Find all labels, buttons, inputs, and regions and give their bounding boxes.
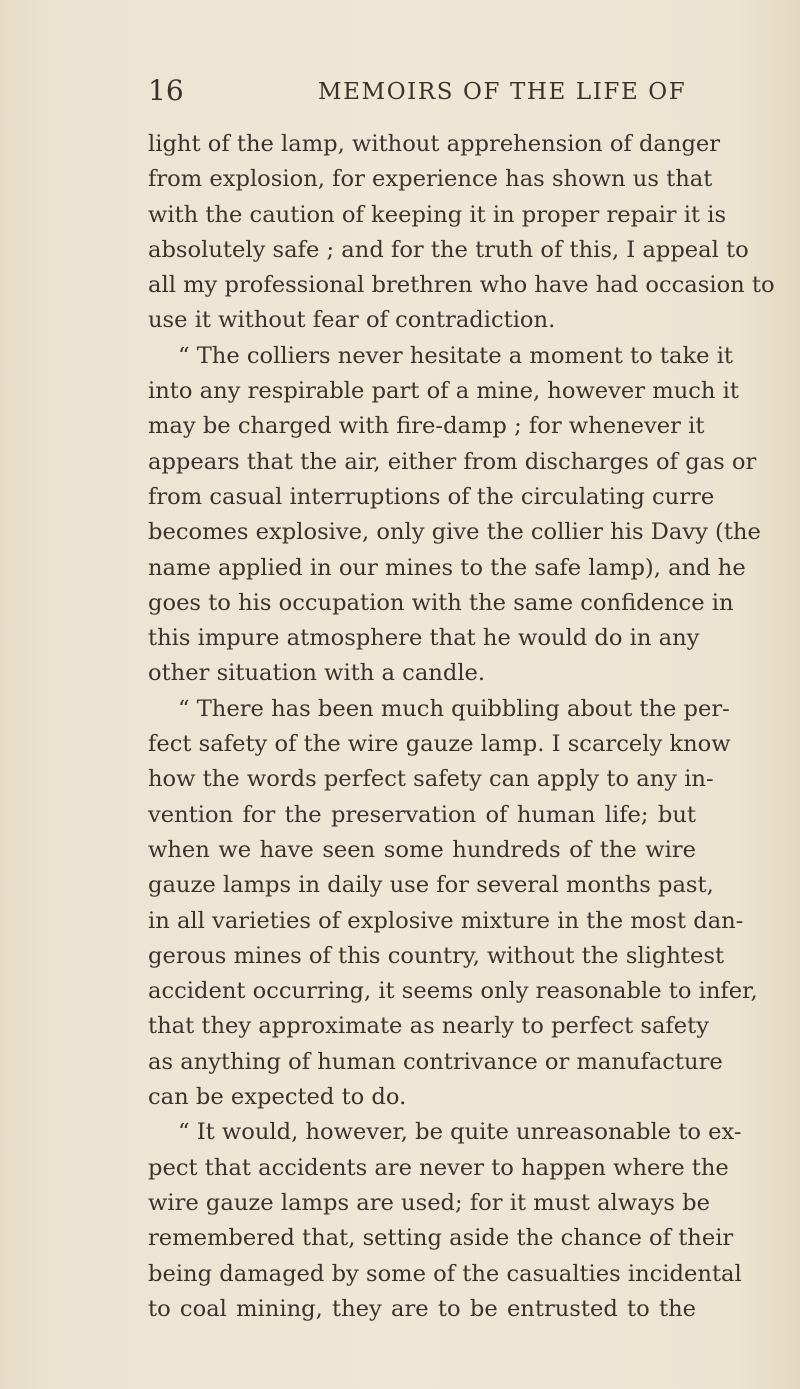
text-line: may be charged with fire-damp ; for whenever it [148,413,705,440]
paragraph [148,692,758,1116]
text-line: becomes explosive, only give the collier his Davy (the [148,519,761,546]
text-line: other situation with a candle. [148,660,486,687]
text-line: being damaged by some of the casualties incidental [148,1260,742,1287]
text-line: “ The colliers never hesitate a moment to take it [178,342,734,369]
page-number: 16 [148,74,184,107]
text-line: fect safety of the wire gauze lamp. I scarcely know [148,731,731,758]
text-line: absolutely safe ; and for the truth of this, I appeal to [148,236,749,263]
text-line: light of the lamp, without apprehension of danger [148,131,721,157]
text-line: as anything of human contrivance or manufacture [148,1048,723,1075]
text-line: to coal mining, they are to be entrusted to the [148,1295,696,1322]
text-line: pect that accidents are never to happen where the [148,1154,729,1181]
text-line: when we have seen some hundreds of the wire [148,836,696,863]
text-line: “ There has been much quibbling about the per- [178,695,730,722]
text-line: from casual interruptions of the circulating curre [148,483,715,510]
text-line: this impure atmosphere that he would do in any [148,625,700,652]
text-line: “ It would, however, be quite unreasonable to ex- [178,1119,742,1146]
text-line: appears that the air, either from discharges of gas or [148,448,757,475]
text-line: can be expected to do. [148,1084,407,1111]
text-line: into any respirable part of a mine, however much it [148,378,739,405]
text-line: use it without fear of contradiction. [148,307,556,334]
text-line: name applied in our mines to the safe lamp), and he [148,554,746,581]
text-line: wire gauze lamps are used; for it must always be [148,1189,710,1216]
text-line: gauze lamps in daily use for several months past, [148,872,714,899]
text-line: from explosion, for experience has shown us that [148,166,713,193]
text-line: in all varieties of explosive mixture in the most dan- [148,907,744,934]
running-header [148,74,687,108]
text-line: vention for the preservation of human life; but [148,801,696,828]
text-line: all my professional brethren who have had occasion to [148,272,775,299]
text-line: that they approximate as nearly to perfect safety [148,1013,710,1040]
paragraph [148,1115,742,1327]
paragraph [148,127,775,339]
text-line: how the words perfect safety can apply to any in- [148,766,714,793]
paragraph [148,339,761,692]
text-line: accident occurring, it seems only reasonable to infer, [148,978,758,1005]
text-line: gerous mines of this country, without the slightest [148,942,725,969]
body-text [148,127,775,1327]
text-line: remembered that, setting aside the chance of their [148,1225,734,1252]
text-line: goes to his occupation with the same confidence in [148,589,734,616]
text-line: with the caution of keeping it in proper repair it is [148,201,727,228]
running-title: MEMOIRS OF THE LIFE OF [318,79,687,105]
